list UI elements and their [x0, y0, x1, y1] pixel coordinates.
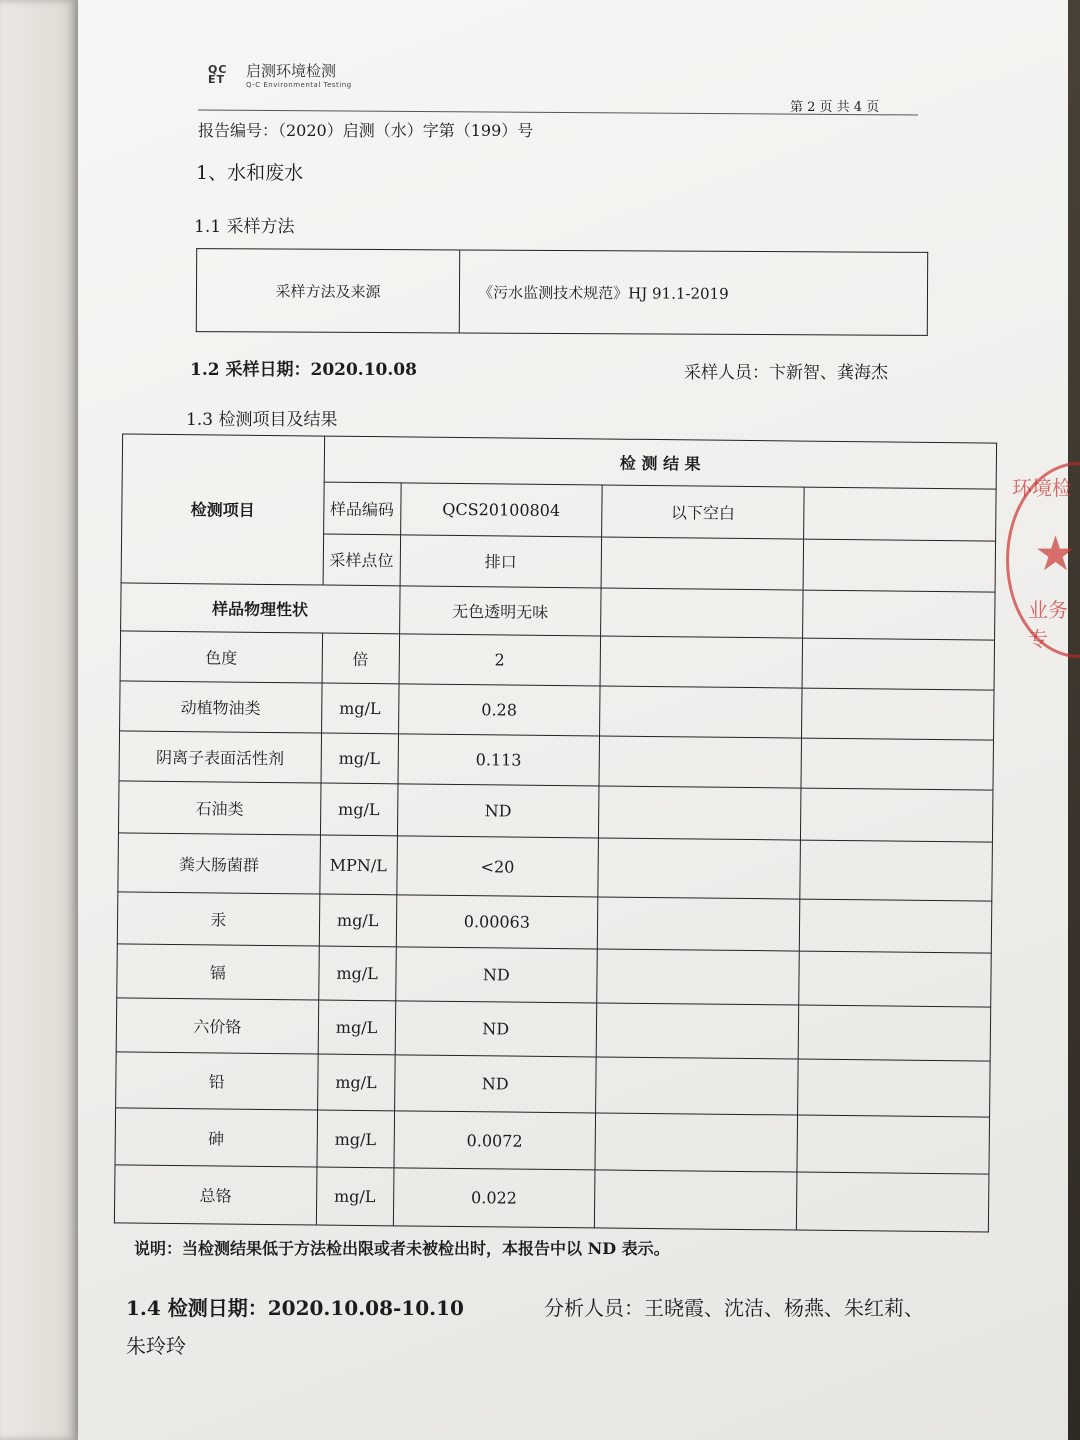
logo-mark: QC ET — [208, 62, 228, 86]
analysts: 分析人员：王晓霞、沈洁、杨燕、朱红莉、 — [544, 1296, 924, 1320]
empty-cell — [601, 588, 803, 638]
table-row — [114, 1165, 989, 1232]
sampling-point-value: 排口 — [400, 535, 602, 587]
row-value: ND — [395, 1001, 597, 1057]
physical-value: 无色透明无味 — [399, 585, 601, 635]
row-unit: mg/L — [320, 783, 397, 836]
row-unit: mg/L — [321, 733, 398, 784]
row-item: 六价铬 — [116, 998, 318, 1054]
stamp-text-bottom: 业务专 — [1028, 598, 1068, 651]
sample-code-label: 样品编码 — [323, 482, 400, 535]
row-value: <20 — [396, 836, 598, 896]
row-value: 0.00063 — [396, 895, 598, 949]
empty-cell — [803, 539, 996, 591]
empty-cell — [596, 1057, 798, 1115]
sampling-date: 1.2 采样日期：2020.10.08 — [190, 360, 417, 380]
row-item: 汞 — [117, 892, 319, 946]
results-title: 1.3 检测项目及结果 — [186, 410, 338, 430]
logo-chinese-name: 启测环境检测 — [246, 62, 337, 80]
report-page — [78, 0, 1068, 1440]
page-number: 第 2 页 共 4 页 — [790, 100, 880, 115]
row-value: 0.28 — [398, 684, 600, 736]
empty-cell — [797, 1059, 990, 1117]
empty-cell — [802, 638, 995, 690]
previous-page-edge — [0, 0, 82, 1440]
section-title: 1、水和废水 — [196, 162, 304, 184]
empty-cell — [801, 688, 994, 740]
empty-cell — [597, 897, 799, 951]
empty-cell — [595, 1170, 797, 1230]
empty-cell — [597, 949, 799, 1005]
empty-cell — [801, 738, 994, 790]
table-row — [118, 833, 993, 900]
row-unit: mg/L — [319, 894, 396, 947]
empty-cell — [802, 590, 995, 640]
table-row — [117, 944, 992, 1007]
row-value: ND — [395, 947, 597, 1003]
nd-explanation-note: 说明：当检测结果低于方法检出限或者未被检出时，本报告中以 ND 表示。 — [134, 1239, 670, 1258]
report-number: 报告编号：（2020）启测（水）字第（199）号 — [198, 121, 534, 140]
row-unit: mg/L — [316, 1167, 393, 1226]
empty-cell — [596, 1003, 798, 1059]
table-row — [117, 892, 991, 953]
row-unit: mg/L — [318, 946, 395, 1001]
header-item: 检测项目 — [121, 434, 324, 585]
table-row — [119, 731, 993, 790]
table-row — [120, 631, 994, 690]
empty-cell — [796, 1172, 989, 1232]
row-unit: mg/L — [318, 1000, 395, 1055]
table-row — [116, 998, 991, 1061]
row-item: 动植物油类 — [120, 681, 322, 733]
empty-cell — [800, 788, 993, 842]
empty-cell — [598, 838, 800, 898]
blank-note: 以下空白 — [602, 485, 804, 539]
company-logo — [208, 60, 352, 89]
row-unit: mg/L — [317, 1054, 394, 1111]
row-unit: 倍 — [322, 633, 399, 684]
sampling-method-table — [196, 248, 928, 336]
sampling-method-value: 《污水监测技术规范》HJ 91.1-2019 — [459, 250, 927, 335]
sample-code-value: QCS20100804 — [400, 483, 602, 537]
table-row — [115, 1108, 990, 1173]
row-value: 0.113 — [398, 734, 600, 786]
stamp-text-top: 环境检 — [1012, 476, 1072, 500]
header-results: 检 测 结 果 — [324, 436, 997, 489]
empty-cell — [799, 899, 992, 953]
stamp-star-icon: ★ — [1034, 526, 1078, 582]
empty-cell — [797, 1116, 990, 1174]
results-table — [114, 433, 997, 1232]
row-value: 0.022 — [393, 1168, 595, 1228]
empty-cell — [599, 786, 801, 840]
physical-label: 样品物理性状 — [121, 582, 400, 633]
empty-cell — [601, 537, 803, 589]
sampling-personnel: 采样人员：卞新智、龚海杰 — [684, 363, 888, 383]
table-row — [118, 781, 992, 842]
empty-cell — [803, 487, 996, 541]
analysts-continued: 朱玲玲 — [126, 1334, 186, 1358]
row-unit: MPN/L — [320, 836, 397, 895]
sampling-method-title: 1.1 采样方法 — [194, 217, 295, 237]
row-item: 镉 — [117, 944, 319, 1000]
empty-cell — [800, 841, 993, 901]
row-item: 阴离子表面活性剂 — [119, 731, 321, 783]
row-value: 2 — [399, 634, 601, 686]
empty-cell — [600, 686, 802, 738]
empty-cell — [595, 1113, 797, 1171]
row-item: 砷 — [115, 1108, 317, 1166]
row-value: 0.0072 — [393, 1111, 595, 1169]
logo-english-name: Q-C Environmental Testing — [246, 81, 352, 89]
row-value: ND — [394, 1055, 596, 1113]
table-row — [116, 1052, 991, 1117]
row-item: 粪大肠菌群 — [118, 833, 320, 893]
empty-cell — [600, 636, 802, 688]
row-item: 铅 — [116, 1052, 318, 1110]
sampling-point-label: 采样点位 — [323, 534, 400, 585]
row-unit: mg/L — [321, 683, 398, 734]
row-unit: mg/L — [317, 1111, 394, 1168]
row-value: ND — [397, 784, 599, 838]
row-item: 色度 — [120, 631, 322, 683]
row-item: 总铬 — [114, 1165, 316, 1225]
row-item: 石油类 — [118, 781, 320, 835]
empty-cell — [798, 1005, 991, 1061]
table-row — [120, 681, 994, 740]
empty-cell — [599, 736, 801, 788]
sampling-method-label: 采样方法及来源 — [196, 249, 460, 333]
empty-cell — [799, 951, 992, 1007]
test-date: 1.4 检测日期：2020.10.08-10.10 — [126, 1296, 464, 1320]
